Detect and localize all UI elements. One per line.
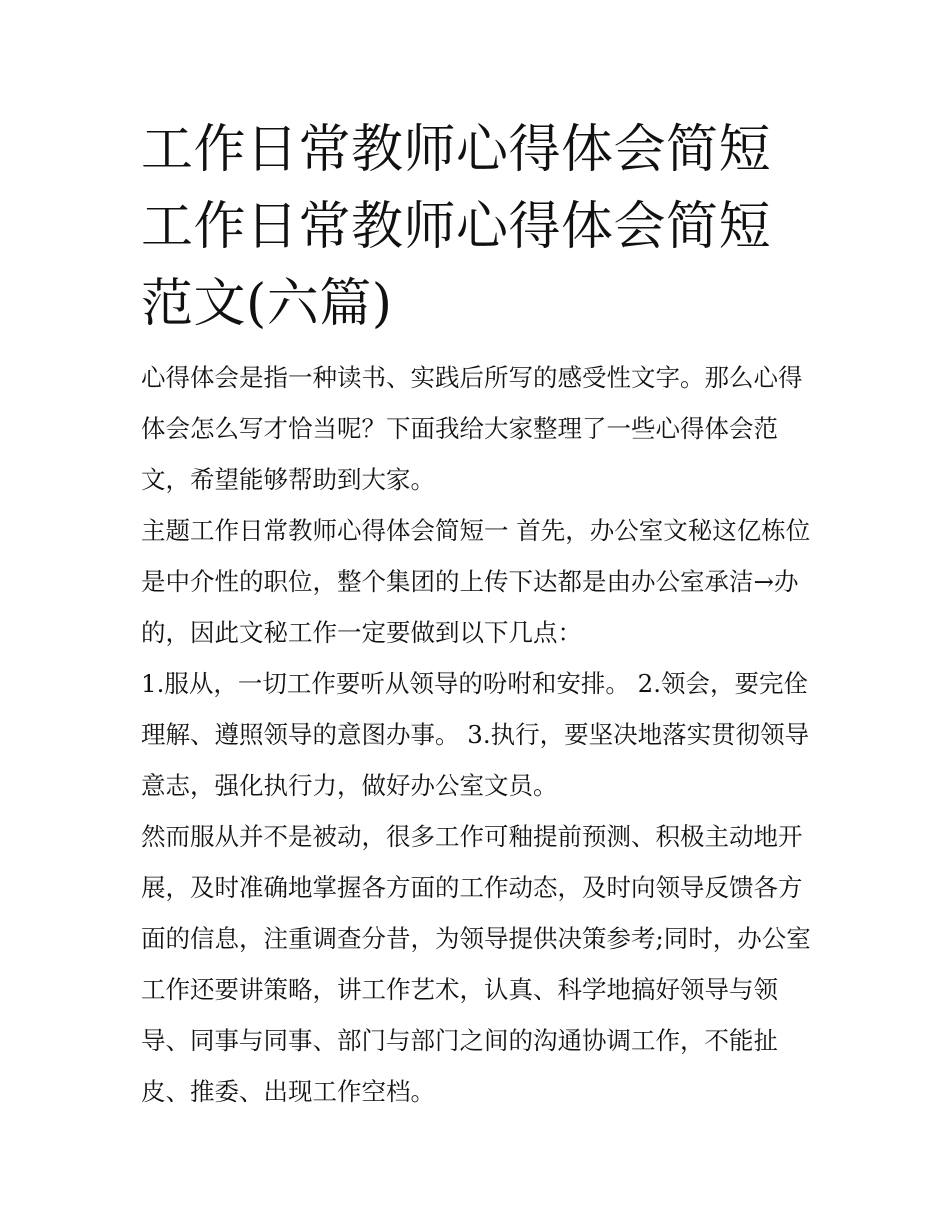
document-body (141, 352, 821, 1117)
paragraph-intro: 心得体会是指一种读书、实践后所写的感受性文字。那么心得体会怎么写才恰当呢？下面我给大家整理了一些心得体会范文，希望能够帮助到大家。 (141, 363, 803, 494)
paragraph-proactive-work: 然而服从并不是被动，很多工作可釉提前预测、积极主动地开展，及时准确地掌握各方面的工作动态，及时向领导反馈各方面的信息，注重调查分昔，为领导提供决策参考;同时，办公室工作还要讲策略，讲工作艺术，认真、科学地搞好领导与领导、同事与同事、部门与部门之间的沟通协调工作，不能扯皮、推委、出现工作空档。 (141, 822, 811, 1106)
paragraph-topic-one: 主题工作日常教师心得体会简短一 首先，办公室文秘这亿栋位是中介性的职位，整个集团的上传下达都是由办公室承洁→办的，因此文秘工作一定要做到以下几点： (141, 516, 811, 647)
paragraph-numbered-points: 1.服从，一切工作要听从领导的吩咐和安排。 2.领会，要完佺理解、遵照领导的意图办事。 3.执行，要坚决地落实贯彻领导意志，强化执行力，做好办公室文员。 (141, 669, 810, 800)
document-title: 工作日常教师心得体会简短 工作日常教师心得体会简短范文(六篇) (141, 120, 772, 334)
